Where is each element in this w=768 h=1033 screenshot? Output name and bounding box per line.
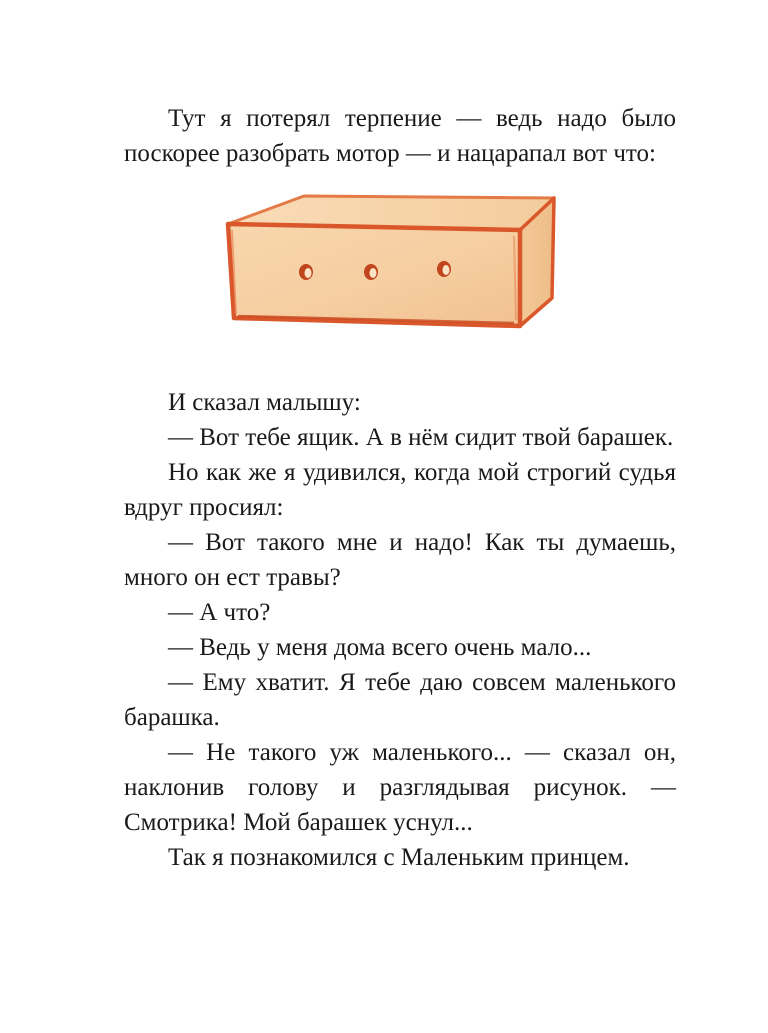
- paragraph: И сказал малышу:: [168, 389, 361, 416]
- air-hole-icon: [437, 261, 451, 277]
- paragraph: — Не такого уж маленького... — сказал он, наклонив голову и разглядывая рисунок. — Смотрика! Мой барашек уснул...: [124, 739, 676, 836]
- paragraph: — Вот тебе ящик. А в нём сидит твой барашек.: [168, 424, 674, 451]
- paragraph: Но как же я удивился, когда мой строгий судья вдруг просиял:: [124, 459, 676, 521]
- paragraph: — Вот такого мне и надо! Как ты думаешь, много он ест травы?: [124, 529, 676, 591]
- paragraph: — А что?: [168, 599, 271, 626]
- air-hole-icon: [299, 264, 313, 280]
- text-block-top: [124, 101, 676, 171]
- paragraph: Так я познакомился с Маленьким принцем.: [168, 844, 630, 871]
- text-block-bottom: [124, 385, 676, 875]
- paragraph: — Ведь у меня дома всего очень мало...: [168, 634, 592, 661]
- air-hole-icon: [364, 264, 378, 280]
- paragraph: Тут я потерял терпение — ведь надо было поскорее разобрать мотор — и нацарапал вот что:: [124, 105, 676, 167]
- box-with-air-holes-icon: [214, 186, 560, 336]
- paragraph: — Ему хватит. Я тебе даю совсем маленького барашка.: [124, 669, 676, 731]
